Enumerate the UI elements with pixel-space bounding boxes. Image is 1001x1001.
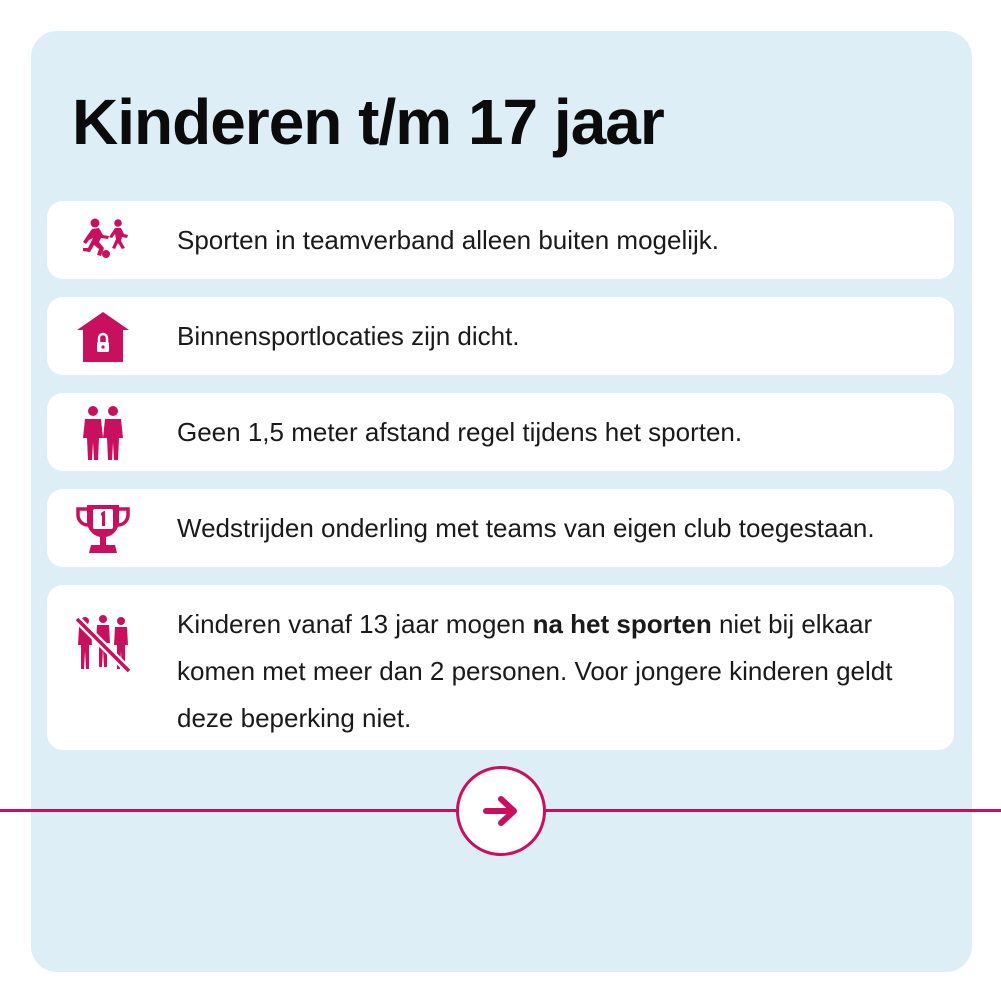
rule-card-team-sports: [47, 201, 954, 279]
trophy-icon: [73, 499, 133, 559]
rule-text-emphasis: na het sporten: [532, 609, 712, 639]
rule-card-matches: [47, 489, 954, 567]
rule-text: Wedstrijden onderling met teams van eigen club toegestaan.: [177, 513, 875, 543]
rule-text-part: niet bij elkaar komen met meer dan 2 personen. Voor jongere kinderen geldt deze beperking niet.: [177, 609, 893, 733]
rule-card-indoor-closed: [47, 297, 954, 375]
divider-line: [545, 809, 1001, 812]
arrow-right-icon: [479, 789, 523, 833]
rule-text: Binnensportlocaties zijn dicht.: [177, 321, 520, 351]
next-button[interactable]: [456, 766, 546, 856]
rule-card-gathering: [47, 585, 954, 750]
no-group-icon: [73, 613, 133, 673]
two-people-icon: [73, 402, 133, 462]
page-title: Kinderen t/m 17 jaar: [72, 86, 664, 158]
rule-card-distance: [47, 393, 954, 471]
rule-text: [177, 601, 934, 742]
locked-building-icon: [73, 306, 133, 366]
team-sports-icon: [73, 211, 133, 271]
rule-text: Geen 1,5 meter afstand regel tijdens het sporten.: [177, 417, 743, 447]
rule-text: Sporten in teamverband alleen buiten mogelijk.: [177, 225, 720, 255]
divider-line: [0, 809, 456, 812]
rule-text-part: Kinderen vanaf 13 jaar mogen: [177, 609, 533, 639]
